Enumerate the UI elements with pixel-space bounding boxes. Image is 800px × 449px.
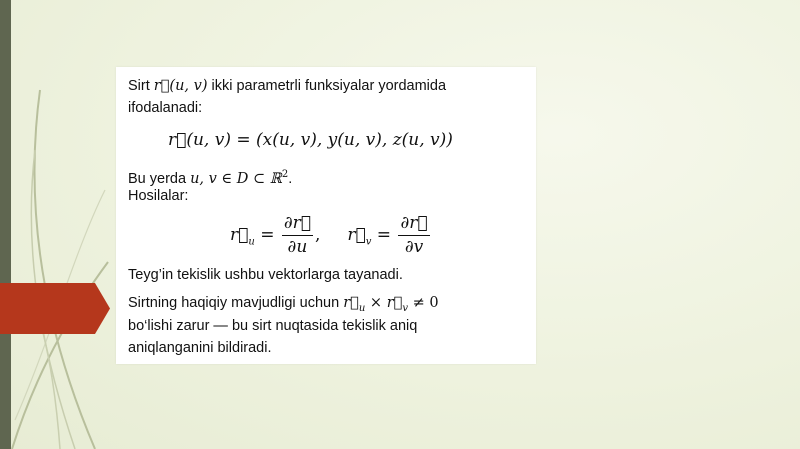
fraction-denominator-2: ∂v xyxy=(404,237,424,257)
cond-r-v: r⃗ xyxy=(386,295,403,311)
fraction-dr-dv xyxy=(398,213,429,258)
parametric-equation: r⃗(u, v) = (x(u, v), y(u, v), z(u, v)) xyxy=(168,130,453,150)
condition-text: Sirtning haqiqiy mavjudligi uchun xyxy=(128,295,340,311)
fraction-numerator-2: ∂r⃗ xyxy=(398,213,429,236)
red-arrow-tab xyxy=(0,283,110,334)
intro-math: r⃗(u, v) xyxy=(153,78,208,94)
condition-line xyxy=(128,293,439,319)
equals-sign-2: = xyxy=(376,225,392,245)
derivatives-label: Hosilalar: xyxy=(128,188,189,204)
cond-sub-v: v xyxy=(402,302,408,314)
derivatives-equation xyxy=(230,213,432,258)
intro-line xyxy=(128,76,446,97)
cond-r-u: r⃗ xyxy=(343,295,359,311)
not-equal-zero: ≠ 0 xyxy=(407,295,439,311)
fraction-numerator-1: ∂r⃗ xyxy=(282,213,313,236)
condition-line-3: aniqlanganini bildiradi. xyxy=(128,340,272,356)
domain-math: u, v ∈ D ⊂ ℝ xyxy=(190,170,282,187)
deriv-sub-v: v xyxy=(365,236,372,248)
deriv-separator: , xyxy=(314,225,321,245)
domain-text: Bu yerda xyxy=(128,170,187,187)
deriv-lhs-u: r⃗ xyxy=(230,225,249,245)
intro-line-2: ifodalanadi: xyxy=(128,100,203,116)
condition-line-2: bo‘lishi zarur — bu sirt nuqtasida tekislik aniq xyxy=(128,318,418,334)
tangent-plane-text: Teyg’in tekislik ushbu vektorlarga tayanadi. xyxy=(128,267,403,283)
content-card xyxy=(116,67,536,364)
deriv-sub-u: u xyxy=(248,236,255,248)
intro-text: Sirt xyxy=(128,78,150,94)
intro-rest: ikki parametrli funksiyalar yordamida xyxy=(211,78,447,94)
left-accent-bar xyxy=(0,0,11,449)
fraction-dr-du xyxy=(282,213,313,258)
cond-sub-u: u xyxy=(358,302,366,314)
domain-end: . xyxy=(288,170,293,187)
deriv-lhs-v: r⃗ xyxy=(347,225,366,245)
equals-sign-1: = xyxy=(260,225,275,245)
domain-superscript: 2 xyxy=(281,169,289,180)
fraction-denominator-1: ∂u xyxy=(287,237,308,257)
cross-product-sign: × xyxy=(365,295,387,311)
